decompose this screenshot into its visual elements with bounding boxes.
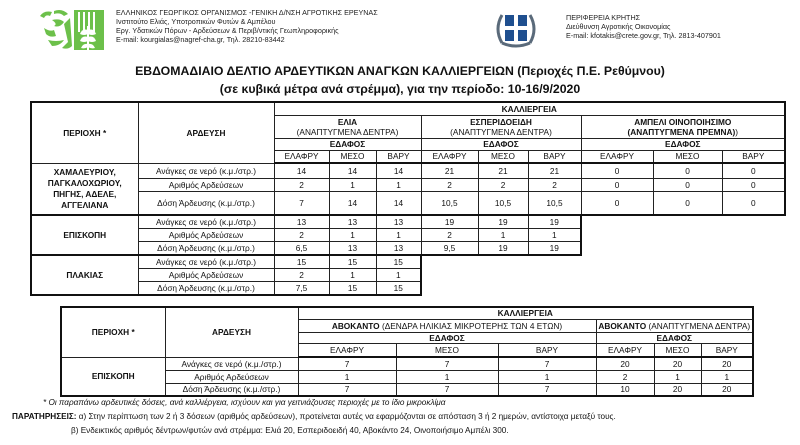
- left-org-line: Ινστιτούτο Ελιάς, Υποτροπικών Φυτών & Αμπέλου: [116, 17, 276, 26]
- soil-type-medium: ΜΕΣΟ: [654, 343, 701, 357]
- row-label: Δόση Άρδευσης (κ.μ./στρ.): [138, 281, 274, 295]
- crop-name: ΑΜΠΕΛΙ ΟΙΝΟΠΟΙΗΣΙΜΟ: [634, 116, 732, 127]
- soil-type-light: ΕΛΑΦΡΥ: [596, 343, 654, 357]
- cell-value: 6,5: [274, 241, 329, 255]
- soil-type-heavy: ΒΑΡΥ: [722, 150, 785, 163]
- right-org-line: Διεύθυνση Αγροτικής Οικονομίας: [566, 22, 671, 31]
- cell-value: 0: [653, 191, 722, 215]
- left-org-line: ΕΛΛΗΝΙΚΟΣ ΓΕΩΡΓΙΚΟΣ ΟΡΓΑΝΙΣΜΟΣ -ΓΕΝΙΚΗ Δ/ΝΣΗ ΑΓΡΟΤΙΚΗΣ ΕΡΕΥΝΑΣ: [116, 8, 378, 17]
- soil-type-heavy: ΒΑΡΥ: [498, 343, 596, 357]
- cell-value: 1: [376, 268, 421, 281]
- cell-value: 15: [376, 281, 421, 295]
- empty-area: [421, 255, 581, 295]
- cell-value: 1: [298, 370, 396, 383]
- row-label: Δόση Άρδευσης (κ.μ./στρ.): [138, 191, 274, 215]
- soil-header: ΕΔΑΦΟΣ: [596, 332, 753, 343]
- page-subtitle: (σε κυβικά μέτρα ανά στρέμμα), για την περίοδο: 10-16/9/2020: [219, 82, 581, 96]
- cell-value: 15: [329, 281, 376, 295]
- soil-type-light: ΕΛΑΦΡΥ: [274, 150, 329, 163]
- cell-value: 7: [396, 383, 498, 396]
- column-header-region: ΠΕΡΙΟΧΗ *: [61, 307, 165, 357]
- cell-value: 10,5: [421, 191, 478, 215]
- cell-value: 2: [528, 178, 581, 191]
- table-row: [61, 383, 753, 396]
- left-org-line: Εργ. Υδατικών Πόρων - Αρδεύσεων & Περιβ/ντικής Γεωπληροφορικής: [116, 26, 339, 35]
- right-org-info: [566, 13, 721, 40]
- crop-header-mature-avocado: [596, 319, 753, 332]
- cell-value: 13: [329, 241, 376, 255]
- crop-name: ΕΛΙΑ: [337, 116, 358, 127]
- cell-value: 1: [498, 370, 596, 383]
- cell-value: 1: [396, 370, 498, 383]
- remarks: [12, 412, 616, 421]
- cell-value: 1: [528, 228, 581, 241]
- crop-subtitle: (ΑΝΑΠΤΥΓΜΕΝΑ ΔΕΝΤΡΑ): [648, 320, 751, 331]
- soil-type-medium: ΜΕΣΟ: [653, 150, 722, 163]
- irrigation-table-main: [30, 101, 786, 296]
- crop-header-vine: [581, 115, 785, 138]
- cell-value: 0: [581, 191, 653, 215]
- crop-subtitle: (ΑΝΑΠΤΥΓΜΕΝΑ ΠΡΕΜΝΑ)): [627, 126, 739, 137]
- soil-type-heavy: ΒΑΡΥ: [701, 343, 753, 357]
- greek-coat-of-arms-icon: [494, 9, 538, 49]
- column-header-region: ΠΕΡΙΟΧΗ *: [31, 102, 138, 163]
- cell-value: 19: [528, 215, 581, 228]
- cell-value: 7: [298, 383, 396, 396]
- cell-value: 2: [478, 178, 528, 191]
- remarks-label: ΠΑΡΑΤΗΡΗΣΕΙΣ:: [12, 412, 77, 421]
- crop-header-olive: [274, 115, 421, 138]
- cell-value: 15: [329, 255, 376, 268]
- cell-value: 7: [498, 383, 596, 396]
- region-name: ΕΠΙΣΚΟΠΗ: [31, 215, 138, 255]
- row-label: Αριθμός Αρδεύσεων: [138, 228, 274, 241]
- table-row: [31, 191, 785, 215]
- table-row: [61, 357, 753, 370]
- row-label: Δόση Άρδευσης (κ.μ./στρ.): [165, 383, 298, 396]
- cell-value: 15: [376, 255, 421, 268]
- row-label: Ανάγκες σε νερό (κ.μ./στρ.): [138, 163, 274, 178]
- cell-value: 15: [274, 255, 329, 268]
- cell-value: 7: [498, 357, 596, 370]
- region-name: ΕΠΙΣΚΟΠΗ: [61, 357, 165, 396]
- cell-value: 2: [596, 370, 654, 383]
- soil-type-medium: ΜΕΣΟ: [478, 150, 528, 163]
- left-org-info: [116, 8, 378, 44]
- cell-value: 1: [329, 178, 376, 191]
- cell-value: 0: [722, 191, 785, 215]
- cell-value: 0: [653, 163, 722, 178]
- cell-value: 0: [722, 163, 785, 178]
- cell-value: 13: [329, 215, 376, 228]
- cell-value: 0: [653, 178, 722, 191]
- cell-value: 20: [654, 383, 701, 396]
- table-row: [31, 178, 785, 191]
- cell-value: 19: [421, 215, 478, 228]
- cell-value: 1: [701, 370, 753, 383]
- crop-name: ΕΣΠΕΡΙΔΟΕΙΔΗ: [470, 116, 532, 127]
- cell-value: 2: [421, 178, 478, 191]
- crop-subtitle: (ΑΝΑΠΤΥΓΜΕΝΑ ΔΕΝΤΡΑ): [450, 126, 552, 137]
- crop-group-header: ΚΑΛΛΙΕΡΓΕΙΑ: [274, 102, 785, 115]
- cell-value: 2: [274, 178, 329, 191]
- cell-value: 20: [654, 357, 701, 370]
- cell-value: 1: [329, 228, 376, 241]
- cell-value: 20: [701, 383, 753, 396]
- cell-value: 14: [329, 163, 376, 178]
- cell-value: 7: [274, 191, 329, 215]
- row-label: Αριθμός Αρδεύσεων: [165, 370, 298, 383]
- column-header-irrigation: ΑΡΔΕΥΣΗ: [165, 307, 298, 357]
- soil-type-light: ΕΛΑΦΡΥ: [421, 150, 478, 163]
- row-label: Ανάγκες σε νερό (κ.μ./στρ.): [138, 215, 274, 228]
- soil-type-light: ΕΛΑΦΡΥ: [581, 150, 653, 163]
- row-label: Αριθμός Αρδεύσεων: [138, 268, 274, 281]
- cell-value: 1: [478, 228, 528, 241]
- cell-value: 13: [376, 215, 421, 228]
- remark-b: β) Ενδεικτικός αριθμός δέντρων/φυτών ανά στρέμμα: Ελιά 20, Εσπεριδοειδή 40, Αβοκάντο 24, Οινοποιήσιμο Αμπέλι 300.: [71, 426, 509, 435]
- irrigation-table-avocado: [60, 306, 754, 397]
- cell-value: 10,5: [478, 191, 528, 215]
- page-title: ΕΒΔΟΜΑΔΙΑΙΟ ΔΕΛΤΙΟ ΑΡΔΕΥΤΙΚΩΝ ΑΝΑΓΚΩΝ ΚΑΛΛΙΕΡΓΕΙΩΝ (Περιοχές Π.Ε. Ρεθύμνου): [135, 64, 665, 78]
- cell-value: 21: [478, 163, 528, 178]
- cell-value: 21: [528, 163, 581, 178]
- column-header-irrigation: ΑΡΔΕΥΣΗ: [138, 102, 274, 163]
- cell-value: 7: [396, 357, 498, 370]
- cell-value: 7: [298, 357, 396, 370]
- cell-value: 19: [528, 241, 581, 255]
- cell-value: 14: [329, 191, 376, 215]
- crop-group-header: ΚΑΛΛΙΕΡΓΕΙΑ: [298, 307, 753, 319]
- cell-value: 0: [581, 178, 653, 191]
- agronomy-institute-logo: [38, 6, 106, 52]
- soil-type-medium: ΜΕΣΟ: [329, 150, 376, 163]
- crop-header-young-avocado: [298, 319, 596, 332]
- crop-name: ΑΒΟΚΑΝΤΟ: [331, 320, 380, 331]
- cell-value: 20: [701, 357, 753, 370]
- table-row: [61, 370, 753, 383]
- soil-header: ΕΔΑΦΟΣ: [298, 332, 596, 343]
- cell-value: 14: [274, 163, 329, 178]
- soil-type-medium: ΜΕΣΟ: [396, 343, 498, 357]
- crop-header-citrus: [421, 115, 581, 138]
- cell-value: 19: [478, 241, 528, 255]
- row-label: Δόση Άρδευσης (κ.μ./στρ.): [138, 241, 274, 255]
- cell-value: 1: [376, 228, 421, 241]
- cell-value: 1: [654, 370, 701, 383]
- right-org-email: E-mail: kfotakis@crete.gov.gr, Τηλ. 2813-407901: [566, 31, 721, 40]
- cell-value: 21: [421, 163, 478, 178]
- cell-value: 2: [274, 268, 329, 281]
- table-row: [31, 215, 785, 228]
- crop-subtitle: (ΔΕΝΔΡΑ ΗΛΙΚΙΑΣ ΜΙΚΡΟΤΕΡΗΣ ΤΩΝ 4 ΕΤΩΝ): [381, 320, 563, 331]
- cell-value: 2: [421, 228, 478, 241]
- left-org-email: E-mail: kourgialas@nagref-cha.gr, Τηλ. 28210-83442: [116, 35, 285, 44]
- cell-value: 0: [722, 178, 785, 191]
- table-row: [31, 163, 785, 178]
- row-label: Ανάγκες σε νερό (κ.μ./στρ.): [165, 357, 298, 370]
- soil-header: ΕΔΑΦΟΣ: [421, 138, 581, 150]
- crop-subtitle: (ΑΝΑΠΤΥΓΜΕΝΑ ΔΕΝΤΡΑ): [296, 126, 399, 137]
- cell-value: 1: [376, 178, 421, 191]
- row-label: Ανάγκες σε νερό (κ.μ./στρ.): [138, 255, 274, 268]
- cell-value: 13: [376, 241, 421, 255]
- soil-type-light: ΕΛΑΦΡΥ: [298, 343, 396, 357]
- soil-type-heavy: ΒΑΡΥ: [376, 150, 421, 163]
- cell-value: 2: [274, 228, 329, 241]
- empty-area: [581, 215, 785, 295]
- region-name: ΠΛΑΚΙΑΣ: [31, 255, 138, 295]
- crop-name: ΑΒΟΚΑΝΤΟ: [598, 320, 647, 331]
- soil-header: ΕΔΑΦΟΣ: [274, 138, 421, 150]
- soil-header: ΕΔΑΦΟΣ: [581, 138, 785, 150]
- footnote: * Οι παραπάνω αρδευτικές δόσεις, ανά καλλιέργεια, ισχύουν και για γειτνιάζουσες περιοχές με το ίδιο μικροκλίμα: [43, 398, 446, 407]
- cell-value: 10,5: [528, 191, 581, 215]
- cell-value: 13: [274, 215, 329, 228]
- right-org-line: ΠΕΡΙΦΕΡΕΙΑ ΚΡΗΤΗΣ: [566, 13, 641, 22]
- row-label: Αριθμός Αρδεύσεων: [138, 178, 274, 191]
- cell-value: 1: [329, 268, 376, 281]
- cell-value: 14: [376, 191, 421, 215]
- cell-value: 0: [581, 163, 653, 178]
- remark-a: α) Στην περίπτωση των 2 ή 3 δόσεων (αριθμός αρδεύσεων), προτείνεται αυτές να εφαρμόζονται σε απόσταση 3 ή 2 ημερών, αντίστοιχα μεταξύ τους.: [78, 412, 616, 421]
- cell-value: 7,5: [274, 281, 329, 295]
- cell-value: 19: [478, 215, 528, 228]
- cell-value: 9,5: [421, 241, 478, 255]
- cell-value: 14: [376, 163, 421, 178]
- cell-value: 20: [596, 357, 654, 370]
- region-name: ΧΑΜΑΛΕΥΡΙΟΥ, ΠΑΓΚΑΛΟΧΩΡΙΟΥ, ΠΗΓΗΣ, ΑΔΕΛΕ, ΑΓΓΕΛΙΑΝΑ: [31, 163, 138, 215]
- soil-type-heavy: ΒΑΡΥ: [528, 150, 581, 163]
- cell-value: 10: [596, 383, 654, 396]
